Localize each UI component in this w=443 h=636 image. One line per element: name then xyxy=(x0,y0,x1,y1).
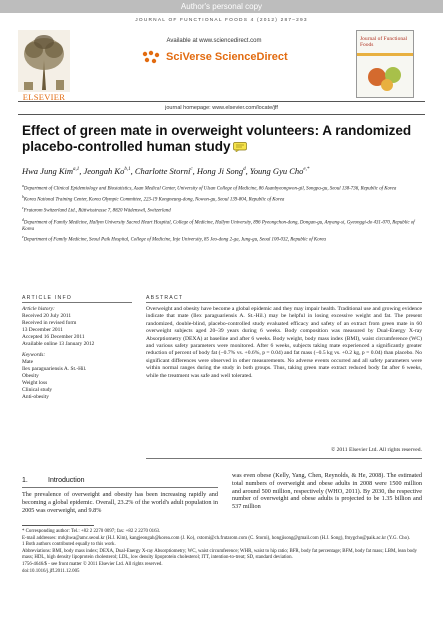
section-number: 1. xyxy=(22,477,28,484)
article-info-rule xyxy=(22,302,132,303)
keyword-item: Obesity xyxy=(22,373,39,379)
journal-citation: JOURNAL OF FUNCTIONAL FOODS 4 (2012) 287–293 xyxy=(135,18,308,23)
footnote-item: Abbreviations: BMI, body mass index; DEXA, Dual-Energy X-ray Absorptiometry; WC, waist circumference; WHR, waist to hip ratio; BFR, body fat percentage; BFM, body fat mass; LBM, lean body mass; HDL, high density lipoprotein cholesterol; LDL, low density lipoprotein cholesterol; ITT, intention-to-treat; SD, standard deviation. xyxy=(22,549,417,561)
sciencedirect-brand xyxy=(140,48,288,66)
author-affiliation-marker: e,* xyxy=(303,167,310,173)
title-line-1: Effect of green mate in overweight volunteers: A randomized xyxy=(22,123,412,138)
affiliation-item xyxy=(22,183,422,193)
affiliation-text: Department of Clinical Epidemiology and Biostatistics, Asan Medical Center, University of Ulsan College of Medicine, 86 Asanbyeongwon-gil, Songpa-gu, Seoul 138-736, Republic of Korea xyxy=(23,186,397,192)
author-affiliation-marker: a,1 xyxy=(73,167,80,173)
footnote-item: doi:10.1016/j.jff.2011.12.005 xyxy=(22,568,80,574)
footnote-item: 1756-4646/$ - see front matter © 2011 Elsevier Ltd. All rights reserved. xyxy=(22,562,163,568)
author-list xyxy=(22,166,422,176)
author-separator: , xyxy=(130,166,135,176)
abstract-copyright: © 2011 Elsevier Ltd. All rights reserved. xyxy=(330,447,422,453)
history-item: Accepted 16 December 2011 xyxy=(22,334,85,340)
history-item: Available online 13 January 2012 xyxy=(22,341,95,347)
sciencedirect-wordmark: SciVerse ScienceDirect xyxy=(166,51,288,63)
affiliation-item xyxy=(22,217,422,234)
intro-paragraph: The prevalence of overweight and obesity has been increasing rapidly and becoming a global epidemic. Overall, 23.2% of the world's adult population in 2005 was overweight, and 9.8% xyxy=(22,491,218,514)
affiliation-marker: d xyxy=(22,217,24,222)
footnote-rule xyxy=(22,525,94,526)
affiliation-item xyxy=(22,205,422,215)
author-affiliation-marker: d xyxy=(243,167,246,173)
keyword-item: Mate xyxy=(22,359,34,365)
author-separator: , xyxy=(192,166,197,176)
abstract-bottom-rule xyxy=(146,458,422,459)
author-copy-banner: Author's personal copy xyxy=(0,0,443,13)
affiliation-text: Department of Family Medicine, Seoul Paik Hospital, College of Medicine, Inje University, 85 Jeo-dong 2-ga, Jung-gu, Seoul 100-032, Republic of Korea xyxy=(23,238,326,243)
affiliation-marker: a xyxy=(22,184,24,188)
keyword-item: Anti-obesity xyxy=(22,394,49,400)
header-rule-top xyxy=(18,101,425,102)
comment-note-icon[interactable] xyxy=(233,140,247,150)
affiliation-marker: c xyxy=(22,206,24,211)
elsevier-logo xyxy=(18,30,70,92)
journal-homepage-link[interactable]: journal homepage: www.elsevier.com/locate/jff xyxy=(165,105,278,111)
header-rule-bottom xyxy=(18,114,425,115)
history-label: Article history: xyxy=(22,306,55,312)
footnote-item: 1 Both authors contributed equally to this work. xyxy=(22,542,116,548)
history-item: Received in revised form xyxy=(22,320,77,326)
available-at-text: Available at www.sciencedirect.com xyxy=(166,38,262,44)
abstract-heading: ABSTRACT xyxy=(146,295,184,301)
author-affiliation-marker: b,1 xyxy=(124,167,131,173)
sciencedirect-logo-icon xyxy=(140,49,162,65)
author-name: Charlotte Storni xyxy=(134,166,191,176)
article-title xyxy=(22,123,412,155)
keyword-item: Clinical study xyxy=(22,387,53,393)
affiliation-text: Department of Family Medicine, Hallym University Sacred Heart Hospital, College of Medicine, Hallym University, 896 Pyeongchon-dong, Dongan-gu, Anyang-si, Gyeonggi-do 431-070, Republic of Korea xyxy=(22,220,415,232)
footnote-item: E-mail addresses: mrkjhwa@amc.seoul.kr (H.J. Kim), kangjeongah@korea.com (J. Ko), cstorni@ch.frutarom.com (C. Storni), hongjisong@gmail.com (H.J. Song), fmygcho@paik.ac.kr (Y.G. Cho). xyxy=(22,535,410,541)
sciencedirect-header xyxy=(84,38,344,84)
history-item: Received 20 July 2011 xyxy=(22,313,72,319)
affiliation-item xyxy=(22,194,422,204)
article-info-heading: ARTICLE INFO xyxy=(22,295,73,301)
intro-rule xyxy=(22,487,218,488)
publisher-name: ELSEVIER xyxy=(22,92,66,102)
footnotes xyxy=(22,529,422,575)
keyword-item: Ilex paraguariensis A. St.-Hil. xyxy=(22,366,87,372)
footnote-item: * Corresponding author: Tel.: +82 2 2270 0097; fax: +82 2 2270 0163. xyxy=(22,529,161,534)
affiliation-marker: b xyxy=(22,195,24,200)
author-affiliation-marker: c xyxy=(190,167,193,173)
cover-artwork xyxy=(365,61,407,93)
author-separator: , xyxy=(245,166,250,176)
section-heading-introduction xyxy=(22,477,85,484)
title-line-2: placebo-controlled human study xyxy=(22,139,231,154)
keywords-list xyxy=(22,359,132,401)
affiliation-text: Korea National Training Center, Korea Olympic Committee, 223-19 Kongneung-dong, Nowon-gu, Seoul 139-804, Republic of Korea xyxy=(23,197,285,203)
affiliation-marker: e xyxy=(22,235,24,240)
abstract-rule xyxy=(146,302,422,303)
author-name: Hong Ji Song xyxy=(196,166,244,176)
section-title: Introduction xyxy=(48,477,85,484)
history-item: 13 December 2011 xyxy=(22,327,63,333)
keyword-item: Weight loss xyxy=(22,380,48,386)
intro-paragraph-continued: was even obese (Kelly, Yang, Chen, Reynolds, & He, 2008). The estimated total numbers of overweight and obese adults in 2008 were 1500 million and around 500 million, respectively (WHO, 2011). By 2030, the respective number of overweight and obese adults is projected to be 1.35 billion and 537 million xyxy=(232,472,422,511)
affiliation-item xyxy=(22,234,422,244)
affiliations xyxy=(22,183,422,246)
history-list xyxy=(22,313,132,348)
abstract-text: Overweight and obesity have become a global epidemic and they may impair health. Traditional use and growing evidence indicate that mate (Ilex paraguariensis A. St.-Hil.) may be helpful in losing excessive weight and fat. The present randomized, double-blind, placebo-controlled study evaluated efficacy and safety of an extract from green mate in 60 overweight subjects aged 20–39 years during 6 weeks. Body composition was measured by Dual-Energy X-ray Absorptiometry (DEXA) at baseline and after 6 weeks. Body weight, body mass index (BMI), waist circumference (WC) and various safety parameters were monitored. After 6 weeks, subjects taking mate experienced a significantly greater reduction of percent of body fat (−0.7% vs. +0.6%, p = 0.04) and fat mass (−0.5 kg vs. +0.2 kg, p = 0.04) than placebo. No significant differences were observed in other measurements. No adverse events occurred and all safety parameters were within normal ranges during the study in both groups. Thus, taking green mate extract reduced body fat after 6 weeks, while the treatment was safe and well tolerated. xyxy=(146,306,422,379)
cover-title: Journal of Functional Foods xyxy=(360,36,408,48)
author-separator: , xyxy=(79,166,84,176)
author-name: Hwa Jung Kim xyxy=(22,166,73,176)
author-name: Jeongah Ko xyxy=(83,166,125,176)
journal-cover-thumbnail xyxy=(356,30,414,98)
affiliation-text: Frutarom Switzerland Ltd., Rütiwisstrasse 7, 8820 Wädenswil, Switzerland xyxy=(23,209,171,215)
author-name: Young Gyu Cho xyxy=(249,166,304,176)
keywords-label: Keywords: xyxy=(22,352,46,358)
article-info-panel xyxy=(22,306,132,401)
cover-band xyxy=(357,53,414,56)
